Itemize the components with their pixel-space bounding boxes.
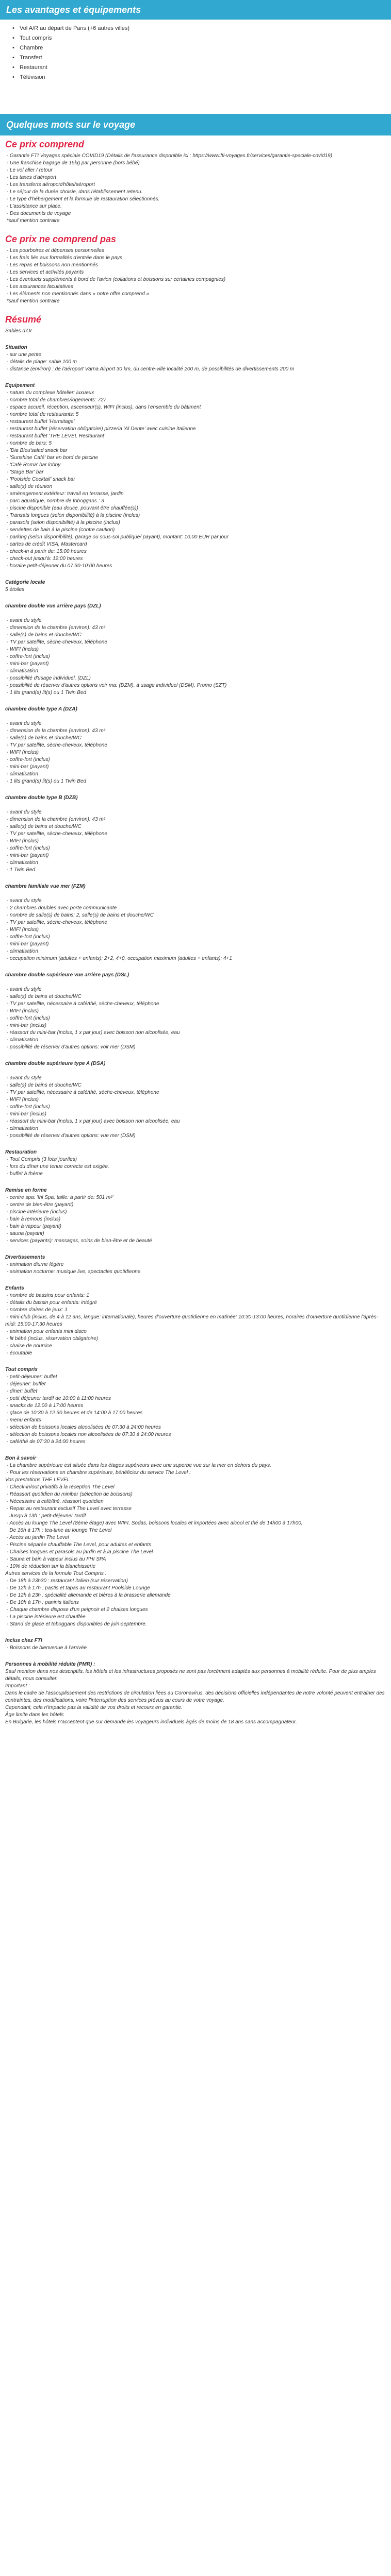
room-text: - avant du style - dimension de la chambre (environ): 43 m² - salle(s) de bains et douche/WC - TV par satellite, sèche-cheveux, téléphone - WIFI (inclus) - coffre-fort (inclus) - mini-bar (payant) - climatisation - possibilité d'usage individuel, (DZL) - possibilité de réserver d'autres options voir ma: (DZM), à usage individuel (DSM), Promo (SZT) - 1 lits grand(s) lit(s) ou 1 Twin Bed	[6, 618, 227, 696]
allinc-text: - petit-déjeuner: buffet - déjeuner: buffet - dîner: buffet - petit déjeuner tardif de 10:00 à 11:00 heures - snacks de 12:00 à 17:00 heures - glace de 10:30 à 12:30 heures et de 14:00 à 17:00 heures - menu enfants - sélection de boissons locales alcoolisées de 07:30 à 24:00 heures - sélection de boissons locales non alcoolisées de 07:30 à 24:00 heures - café/thé de 07:30 à 24:00 heures	[6, 1374, 171, 1445]
trip-content	[0, 139, 391, 1733]
room-text: - avant du style - dimension de la chambre (environ): 43 m² - salle(s) de bains et douche/WC - TV par satellite, sèche-cheveux, téléphone - WIFI (inclus) - coffre-fort (inclus) - mini-bar (payant) - climatisation - 1 lits grand(s) lit(s) ou 1 Twin Bed	[6, 721, 107, 784]
fti-title: Inclus chez FTI	[5, 1638, 42, 1643]
allinc-title: Tout compris	[5, 1367, 38, 1372]
mobility-title: Personnes à mobilité réduite (PMR) :	[5, 1662, 95, 1667]
mobility-text: Sauf mention dans nos descriptifs, les hôtels et les infrastructures proposés ne sont pas forcément adaptés aux personnes à mobilité réduite. Pour de plus amples détails, nous consulter. Important : Dans le cadre de l'assouplissement des restrictions de circulation liées au Coronavirus, des décisions officielles indépendantes de notre volonté peuvent entraîner des contraintes, des modifications, voire l'interruption des services prévus au cours de votre voyage. Cependant, cela n'impacte pas la validité de vos droits et recours en garantie. Âge limite dans les hôtels En Bulgarie, les hôtels n'acceptent que sur demande les voyageurs individuels âgés de moins de 18 ans sans accompagnateur.	[5, 1669, 385, 1725]
feature-item: • Transfert	[12, 54, 129, 62]
room-text: - avant du style - salle(s) de bains et douche/WC - TV par satellite, nécessaire à café/thé, sèche-cheveux, téléphone - WIFI (inclus) - coffre-fort (inclus) - mini-bar (inclus) - réassort du mini-bar (inclus, 1 x par jour) avec boisson non alcoolisée, eau - climatisation - possibilité de réserver d'autres options: voir mer (DSM)	[6, 987, 180, 1050]
situation-text: - sur une pente - détails de plage: sable 100 m - distance (environ) : de l'aéroport Varna Airport 30 km, du centre-ville localité 200 m, de possibilités de divertissements 200 m	[6, 352, 295, 372]
feature-list	[0, 25, 129, 83]
excluded-title: Ce prix ne comprend pas	[5, 234, 117, 244]
good-to-know-title: Bon à savoir	[5, 1455, 37, 1461]
room-title: chambre familiale vue mer (FZM)	[5, 884, 86, 889]
room-title: chambre double type B (DZB)	[5, 795, 78, 801]
room-text: - avant du style - dimension de la chambre (environ): 43 m² - salle(s) de bains et douche/WC - TV par satellite, sèche-cheveux, téléphone - WIFI (inclus) - coffre-fort (inclus) - mini-bar (payant) - climatisation - 1 Twin Bed	[6, 809, 107, 873]
room-title: chambre double supérieure vue arrière pays (DSL)	[5, 972, 129, 978]
trip-band	[0, 114, 391, 135]
feature-item: • Chambre	[12, 44, 129, 52]
feature-item: • Télévision	[12, 74, 129, 81]
entertainment-text: - animation diurne légère - animation nocturne: musique live, spectacles quotidienne	[6, 1262, 141, 1275]
children-title: Enfants	[5, 1285, 24, 1291]
restoration-title: Restauration	[5, 1149, 37, 1155]
wellness-title: Remise en forme	[5, 1188, 47, 1193]
trip-band-title: Quelques mots sur le voyage	[6, 120, 136, 130]
good-to-know-text: - La chambre supérieure est située dans les étages supérieurs avec une superbe vue sur la mer en dehors du pays. - Pour les réservations en chambre supérieure, bénéficiez du service The Level : Vos prestations THE LEVEL : - Check-in/out privatifs à la réception The Level - Réassort quotidien du minibar (sélection de boissons) - Nécessaire à café/thé, réassort quotidien - Repas au restaurant exclusif The Level avec terrasse Jusqu'à 13h : petit-déjeuner tardif - Accès au lounge The Level (8ème étage) avec WIFI, Sodas, boissons locales et importées avec alcool et thé de 14h00 à 17h00, De 16h à 17h : tea-time au lounge The Level - Accès au jardin The Level - Piscine séparée chauffable The Level, pour adultes et enfants - Chaises longues et parasols au jardin et à la piscine The Level - Sauna et bain à vapeur inclus au FHI SPA - 10% de réduction sur la blanchisserie Autres services de la formule Tout Compris : - De 18h à 23h30 : restaurant italien (sur réservation) - De 12h à 17h : pastis et tapas au restaurant Poolside Lounge - De 12h à 23h : spécialité allemande et bières à la brasserie allemande - De 10h à 17h : paninis italiens - Chaque chambre dispose d'un peignoir et 2 chaises longues - La piscine intérieure est chauffée - Stand de glace et toboggans disponibles de juin-septembre.	[5, 1463, 303, 1627]
category-title: Catégorie locale	[5, 580, 45, 585]
included-text: - Garantie FTI Voyages spéciale COVID19 (Détails de l'assurance disponible ici : https://www.fti-voyages.fr/services/garantie-speciale-covid19) - Une franchise bagage de 15kg par personne (hors bébé) - Le vol aller / retour - Les taxes d'aéroport - Les transferts aéroport/hôtel/aéroport - Le séjour de la durée choisie, dans l'établissement retenu. - Le type d'hébergement et la formule de restauration sélectionnés. - L'assistance sur place. - Des documents de voyage *sauf mention contraire	[6, 153, 333, 224]
situation-title: Situation	[5, 345, 27, 350]
entertainment-title: Divertissements	[5, 1255, 45, 1260]
included-title: Ce prix comprend	[5, 139, 85, 149]
summary-title: Résumé	[5, 314, 42, 325]
feature-item: • Vol A/R au départ de Paris (+6 autres villes)	[12, 25, 129, 32]
summary-intro: Sables d'Or	[5, 328, 32, 334]
feature-item: • Restaurant	[12, 64, 129, 72]
equipment-text: - nature du complexe hôtelier: luxueux - nombre total de chambres/logements: 727 - espace accueil, réception, ascenseur(s), WIFI (inclus), dans l'ensemble du bâtiment - nombre total de restaurants: 5 - restaurant buffet 'Hermitage' - restaurant buffet (réservation obligatoire) pizzeria 'Al Dente' avec cuisine italienne - restaurant buffet 'THE LEVEL Restaurant' - nombre de bars: 5 - 'Dia Bleu'salad snack bar - 'Sunshine Café' bar en bord de piscine - 'Café Roma' bar lobby - 'Stage Bar' bar - 'Poolside Cocktail' snack bar - salle(s) de réunion - aménagement extérieur: travail en terrasse, jardin - parc aquatique, nombre de toboggans : 3 - piscine disponible (eau douce, pouvant être chauffée(s)) - Transats longues (selon disponibilité) à la piscine (inclus) - parasols (selon disponibilité) à la piscine (inclus) - serviettes de bain à la piscine (contre caution) - parking (selon disponibilité), garage ou sous-sol publique/ payant), montant: 10.00 EUR par jour - cartes de crédit VISA, Mastercard - check-in à partir de: 15:00 heures - check-out jusqu'à: 12:00 heures - horaire petit-déjeuner du 07:30-10:00 heures	[6, 390, 229, 569]
room-text: - avant du style - salle(s) de bains et douche/WC - TV par satellite, nécessaire à café/thé, sèche-cheveux, téléphone - WIFI (inclus) - coffre-fort (inclus) - mini-bar (inclus) - réassort du mini-bar (inclus, 1 x par jour) avec boisson non alcoolisée, eau - climatisation - possibilité de réserver d'autres options: vue mer (DSM)	[6, 1075, 180, 1139]
room-title: chambre double type A (DZA)	[5, 706, 77, 712]
category-text: 5 étoiles	[5, 587, 25, 592]
restoration-text: - Tout Compris (3 fois/ jour/les) - lors du dîner une tenue correcte est exigée. - buffet à thème	[6, 1157, 109, 1177]
equipment-band	[0, 0, 391, 20]
fti-text: - Boissons de bienvenue à l'arrivée	[5, 1645, 87, 1651]
equipment-band-title: Les avantages et équipements	[6, 5, 141, 15]
room-text: - avant du style - 2 chambres doubles avec porte communicante - nombre de salle(s) de bains: 2, salle(s) de bains et douche/WC - TV par satellite, sèche-cheveux, téléphone - WIFI (inclus) - coffre-fort (inclus) - mini-bar (payant) - climatisation - occupation minimum (adultes + enfants): 2+2, 4+0, occupation maximum (adultes + enfants): 4+1	[6, 898, 232, 961]
equipment-title: Equipement	[5, 383, 35, 388]
feature-item: • Tout compris	[12, 35, 129, 42]
children-text: - nombre de bassins pour enfants: 1 - détails du bassin pour enfants: intégré - nombre d'aires de jeux: 1 - mini-club (inclus, de 4 à 12 ans, langue: internationale), heures d'ouverture quotidienne en matinée: 10:30-13:00 heures, horaires d'ouverture quotidienne l'après-midi: 15:00-17:30 heures - animation pour enfants mini disco - lit bébé (inclus, réservation obligatoire) - chaise de nourrice - écoutable	[5, 1293, 378, 1356]
excluded-text: - Les pourboires et dépenses personnelles - Les frais liés aux formalités d'entrée dans le pays - Les repas et boissons non mentionnés - Les services et activités payants - Les éventuels suppléments à bord de l'avion (collations et boissons sur certaines compagnies) - Les assurances facultatives - Les éléments non mentionnés dans « notre offre comprend » *sauf mention contraire	[6, 248, 226, 304]
room-title: chambre double supérieure type A (DSA)	[5, 1061, 106, 1066]
room-title: chambre double vue arrière pays (DZL)	[5, 603, 101, 609]
wellness-text: - centre spa: 'Ihl Spa, taille: à partir de: 501 m²' - centre de bien-être (payant) - piscine intérieure (inclus) - bain à remous (inclus) - bain à vapeur (payant) - sauna (payant) - services (payants): massages, soins de bien-être et de beauté	[6, 1195, 152, 1244]
